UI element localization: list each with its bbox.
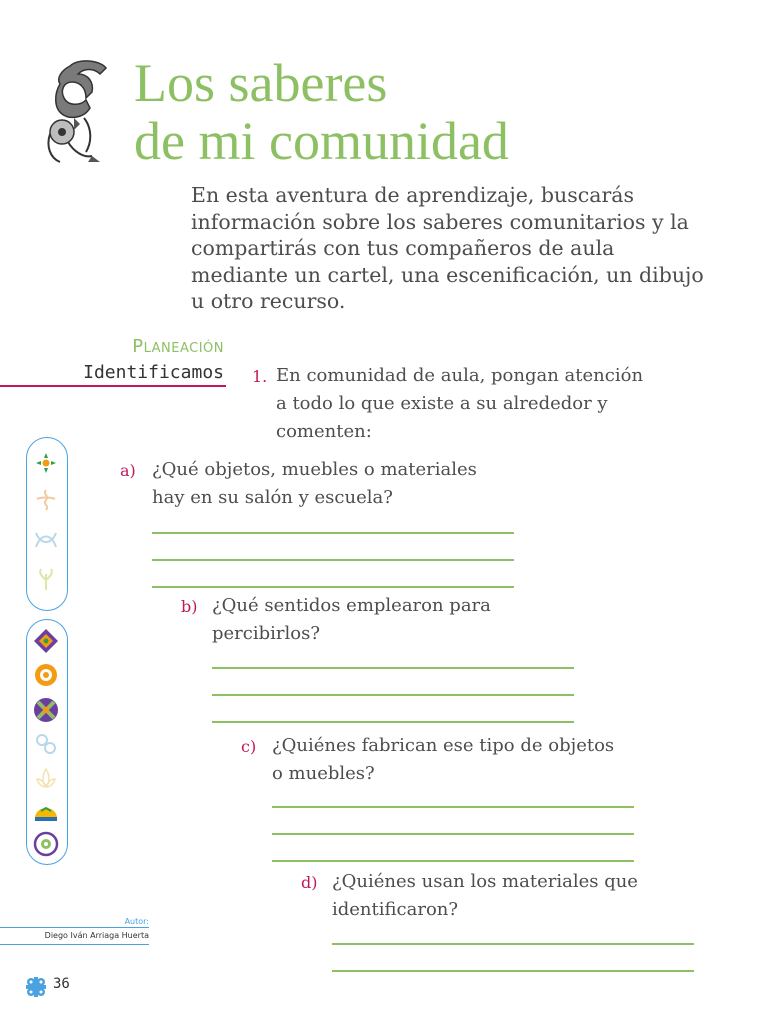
ornament-turtle-icon [33, 799, 59, 825]
title-line-1: Los saberes [134, 53, 388, 113]
title-line-2: de mi comunidad [134, 111, 509, 171]
subquestion-a-line-2: hay en su salón y escuela? [152, 487, 393, 508]
answer-line-d2[interactable] [332, 970, 694, 972]
page-logo-icon [24, 975, 48, 999]
subquestion-d-line-2: identificaron? [332, 899, 459, 920]
ornament-bridge-icon [33, 527, 59, 553]
question-1-line-2: a todo lo que existe a su alrededor y [276, 393, 608, 414]
subsection-rule [0, 385, 226, 387]
ornament-diamond-icon [33, 628, 59, 654]
question-1-line-1: En comunidad de aula, pongan atención [276, 365, 644, 386]
answer-line-c2[interactable] [272, 833, 634, 835]
subquestion-letter-b: b) [181, 597, 198, 616]
ornament-flower-icon [33, 450, 59, 476]
ornament-circle-icon [33, 831, 59, 857]
section-label: Planeación [132, 336, 224, 357]
answer-line-c3[interactable] [272, 860, 634, 862]
subquestion-letter-d: d) [301, 873, 318, 892]
ornament-dancer-icon [33, 487, 59, 513]
author-rule-bottom [0, 944, 149, 945]
question-number: 1. [252, 367, 268, 386]
answer-line-b3[interactable] [212, 721, 574, 723]
subquestion-b-line-2: percibirlos? [212, 623, 320, 644]
ornament-square-icon [33, 697, 59, 723]
ornament-spiral-icon [33, 662, 59, 688]
ornament-chain-icon [33, 731, 59, 757]
author-name: Diego Iván Arriaga Huerta [44, 931, 149, 940]
ornament-plant-icon [33, 566, 59, 592]
subquestion-b [212, 592, 592, 648]
intro-paragraph: En esta aventura de aprendizaje, buscarás información sobre los saberes comunitarios y la compartirás con tus compañeros de aula mediante un cartel, una escenificación, un dibujo u otro recurso. [191, 183, 704, 313]
author-label: Autor: [124, 917, 149, 926]
subquestion-c-line-1: ¿Quiénes fabrican ese tipo de objetos [272, 735, 615, 756]
subquestion-letter-c: c) [241, 737, 257, 756]
subquestion-a [152, 456, 532, 512]
subquestion-letter-a: a) [120, 461, 136, 480]
author-rule-top [0, 927, 149, 928]
answer-line-d1[interactable] [332, 943, 694, 945]
subquestion-d-line-1: ¿Quiénes usan los materiales que [332, 871, 638, 892]
answer-line-a3[interactable] [152, 586, 514, 588]
question-1-line-3: comenten: [276, 421, 372, 442]
monkey-illustration-icon [40, 58, 112, 166]
subquestion-c [272, 732, 672, 788]
subquestion-c-line-2: o muebles? [272, 763, 375, 784]
question-1-text [276, 362, 696, 446]
ornament-lotus-icon [33, 765, 59, 791]
subquestion-d [332, 868, 732, 924]
answer-line-a1[interactable] [152, 532, 514, 534]
subquestion-b-line-1: ¿Qué sentidos emplearon para [212, 595, 491, 616]
answer-line-c1[interactable] [272, 806, 634, 808]
answer-line-a2[interactable] [152, 559, 514, 561]
page-number: 36 [53, 976, 70, 992]
subsection-label: Identificamos [83, 362, 224, 383]
subquestion-a-line-1: ¿Qué objetos, muebles o materiales [152, 459, 477, 480]
answer-line-b2[interactable] [212, 694, 574, 696]
page-title [134, 54, 509, 170]
answer-line-b1[interactable] [212, 667, 574, 669]
